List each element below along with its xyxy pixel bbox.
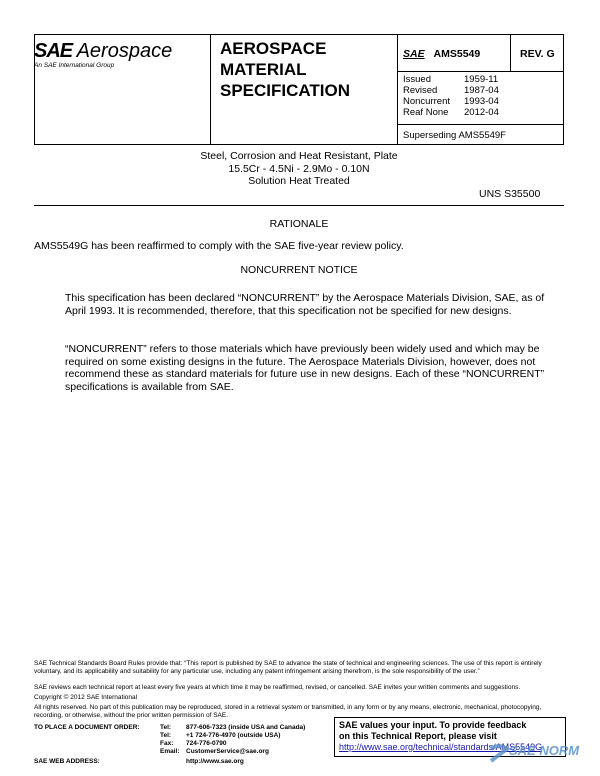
- contact-row: Tel: 877-606-7323 (inside USA and Canada): [160, 724, 306, 731]
- contact-list: [160, 724, 305, 756]
- order-label: TO PLACE A DOCUMENT ORDER:: [34, 724, 140, 731]
- title-line-2: MATERIAL: [220, 60, 307, 79]
- feedback-line-1: SAE values your input. To provide feedback: [339, 720, 527, 730]
- revision: REV. G: [520, 48, 555, 60]
- uns-number: UNS S35500: [479, 188, 541, 200]
- doc-number-value: AMS5549: [433, 48, 481, 60]
- subject-divider: [34, 205, 564, 206]
- doc-number: [403, 48, 480, 60]
- policy-text-1: SAE Technical Standards Board Rules provide that: “This report is published by SAE to advance the state of technical and engineering sciences. The use of this report is entirely voluntary, and its applicability and suitability for any particular use, including any patent infringement arising therefrom, is the sole responsibility of the user.”: [34, 660, 542, 675]
- web-address-link[interactable]: http://www.sae.org: [186, 758, 244, 765]
- watermark-text: SAE NORM: [509, 743, 580, 758]
- status-row-reaf: Reaf None 2012-04: [403, 107, 499, 118]
- subject-line-1: Steel, Corrosion and Heat Resistant, Plate: [200, 150, 398, 162]
- contact-row: Fax: 724-776-0790: [160, 740, 227, 747]
- rationale-text: AMS5549G has been reaffirmed to comply with the SAE five-year review policy.: [34, 240, 404, 252]
- logo-tagline: An SAE International Group: [34, 62, 115, 69]
- logo-aerospace-text: Aerospace: [76, 40, 173, 62]
- status-row-revised: Revised 1987-04: [403, 85, 499, 96]
- notice-paragraph-1: This specification has been declared “NONCURRENT” by the Aerospace Materials Division, SAE, as of April 1993. It is recommended, therefore, that this specification not be specified for new designs.: [65, 292, 545, 317]
- header-divider-2: [397, 34, 398, 145]
- doc-prefix: SAE: [403, 48, 425, 60]
- header-divider-1: [210, 34, 211, 145]
- notice-heading: NONCURRENT NOTICE: [240, 264, 358, 276]
- subject-block: [34, 150, 564, 188]
- status-row-noncurrent: Noncurrent 1993-04: [403, 96, 499, 107]
- header-divider-3: [510, 34, 511, 71]
- status-block: [403, 74, 499, 118]
- superseding: Superseding AMS5549F: [403, 130, 506, 141]
- web-label: SAE WEB ADDRESS:: [34, 758, 100, 765]
- feedback-link[interactable]: http://www.sae.org/technical/standards/AMS5549G: [339, 742, 543, 752]
- status-row-issued: Issued 1959-11: [403, 74, 499, 85]
- header-hline-2: [397, 124, 564, 125]
- rights-text: All rights reserved. No part of this publication may be reproduced, stored in a retrieval system or transmitted, in any form or by any means, electronic, mechanical, photocopying, recording, or otherwise, without the prior written permission of SAE.: [34, 704, 542, 719]
- policy-text-2: SAE reviews each technical report at least every five years at which time it may be reaffirmed, revised, or cancelled. SAE invites your written comments and suggestions.: [34, 684, 521, 691]
- title-line-1: AEROSPACE: [220, 39, 327, 58]
- subject-line-2: 15.5Cr - 4.5Ni - 2.9Mo - 0.10N: [228, 162, 370, 175]
- contact-row: Email: CustomerService@sae.org: [160, 748, 269, 755]
- feedback-line-2: on this Technical Report, please visit: [339, 731, 497, 741]
- notice-paragraph-2: “NONCURRENT” refers to those materials which have previously been widely used and which may be required on some existing designs in the future. The Aerospace Materials Division, however, does not recommend these as standard materials for future use in new designs. Each of these “NONCURRENT” specifications is available from SAE.: [65, 343, 545, 393]
- title-line-3: SPECIFICATION: [220, 81, 351, 100]
- logo-sae-text: SAE: [34, 40, 73, 62]
- spec-title: [220, 38, 350, 101]
- subject-line-3: Solution Heat Treated: [248, 175, 350, 187]
- copyright: Copyright © 2012 SAE International: [34, 694, 138, 701]
- contact-row: Tel: +1 724-776-4970 (outside USA): [160, 732, 281, 739]
- sae-norm-watermark: [487, 741, 587, 771]
- rationale-heading: RATIONALE: [269, 218, 329, 230]
- header-hline-1: [397, 71, 564, 72]
